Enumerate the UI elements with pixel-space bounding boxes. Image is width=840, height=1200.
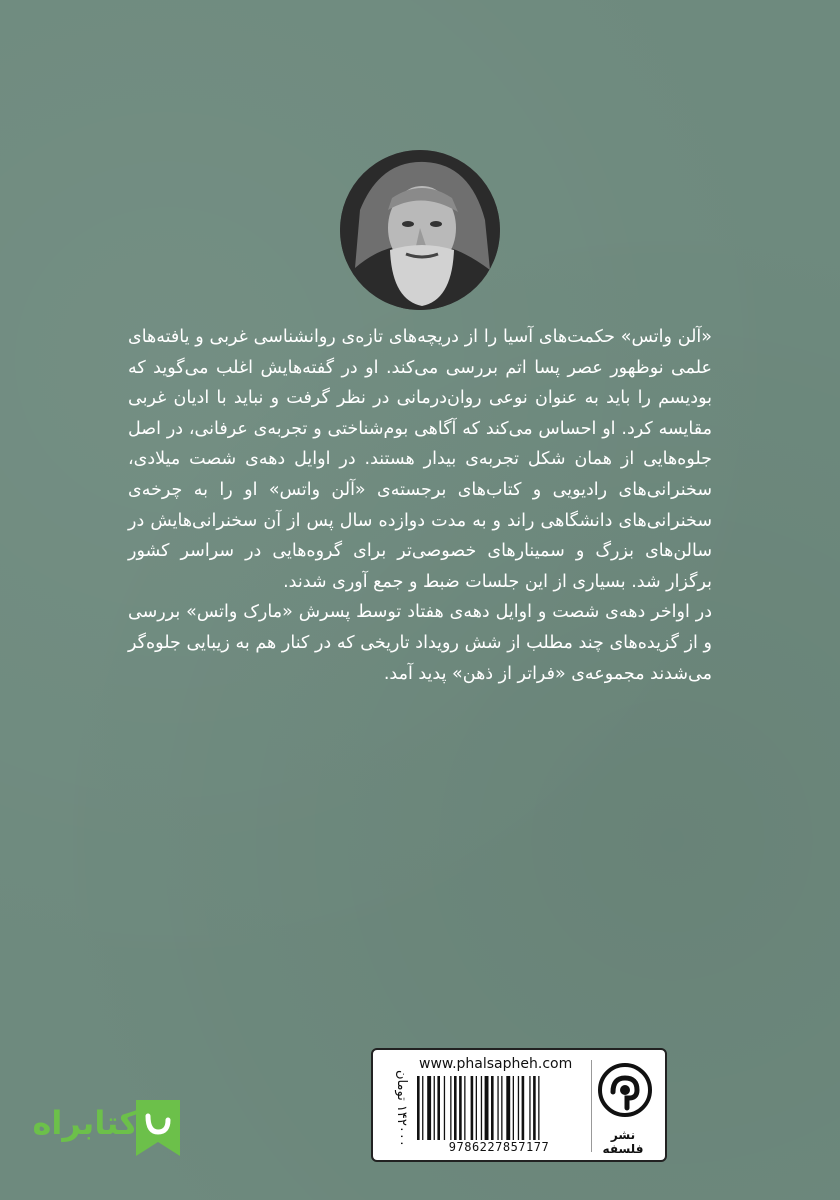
publisher-info-box <box>371 1048 667 1162</box>
barcode <box>415 1076 583 1140</box>
paragraph-1: «آلن واتس» حکمت‌های آسیا را از دریچه‌های تازه‌ی روانشناسی غربی و یافته‌های علمی نوظهور عصر پسا اتم بررسی می‌کند. او در گفته‌هایش اغلب می‌گوید که بودیسم را باید به عنوان نوعی روان‌درمانی در نظر گرفت و نباید با ادیان غربی مقایسه کرد. او احساس می‌کند که آگاهی بوم‌شناختی و تجربه‌ی عرفانی، در اصل جلوه‌هایی از همان شکل تجربه‌ی بیدار هستند. در اوایل دهه‌ی شصت میلادی، سخنرانی‌های رادیویی و کتاب‌های برجسته‌ی «آلن واتس» او را به چرخه‌ی سخنرانی‌های دانشگاهی راند و به مدت دوازده سال پس از آن سخنرانی‌هایش در سالن‌های بزرگ و سمینارهای خصوصی‌تر برای گروه‌هایی در سراسر کشور برگزار شد. بسیاری از این جلسات ضبط و جمع آوری شدند. <box>128 327 712 592</box>
publisher-url: www.phalsapheh.com <box>419 1056 573 1072</box>
price-label: ۱۴۲۰۰۰ تومان <box>394 1069 409 1147</box>
back-cover-text <box>128 322 712 689</box>
author-portrait <box>340 150 500 310</box>
bookmark-icon <box>132 1096 184 1160</box>
paragraph-2: در اواخر دهه‌ی شصت و اوایل دهه‌ی هفتاد توسط پسرش «مارک واتس» بررسی و از گزیده‌های چند مطلب از شش رویداد تاریخی که در کنار هم به زیبایی جلوه‌گر می‌شدند مجموعه‌ی «فراتر از ذهن» پدید آمد. <box>128 602 712 684</box>
publisher-name: نشر فلسفه <box>602 1128 644 1156</box>
divider <box>591 1060 592 1152</box>
store-name: کتابراه <box>32 1104 138 1142</box>
author-photo-illustration <box>340 150 500 310</box>
store-logo <box>34 1096 184 1160</box>
isbn-number: 9786227857177 <box>448 1140 550 1154</box>
